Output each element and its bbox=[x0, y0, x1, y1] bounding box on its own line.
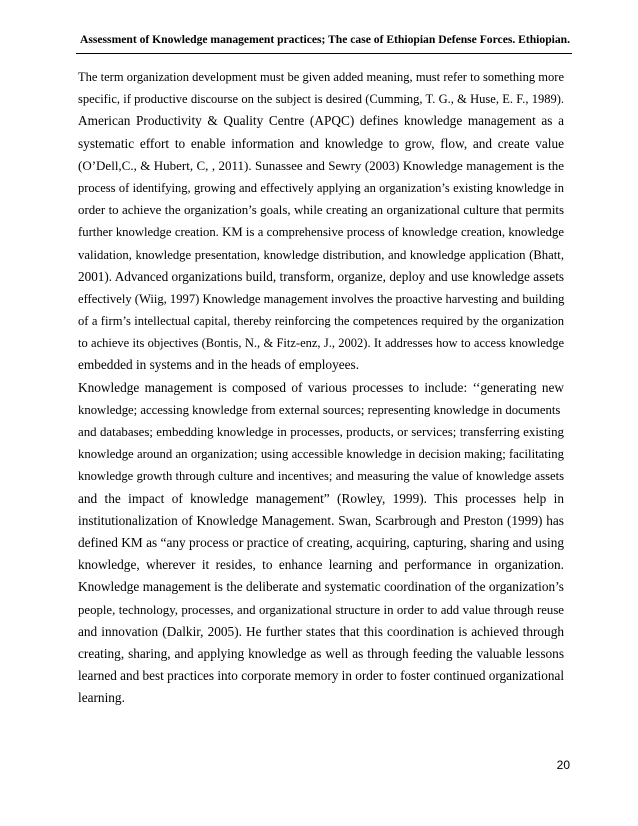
text-line: validation, knowledge presentation, knowledge distribution, and knowledge application (Bhatt, bbox=[78, 247, 564, 262]
header-divider bbox=[76, 53, 572, 54]
text-line: specific, if productive discourse on the subject is desired (Cumming, T. G., & Huse, E. F., 1989). bbox=[78, 92, 564, 107]
text-line: knowledge, wherever it resides, to enhance learning and performance in organization. bbox=[78, 557, 564, 573]
text-line: to achieve its objectives (Bontis, N., & Fitz-enz, J., 2002). It addresses how to access knowledge bbox=[78, 336, 564, 351]
text-line: systematic effort to enable information and knowledge to grow, flow, and create value bbox=[78, 135, 564, 151]
text-line: and the impact of knowledge management” (Rowley, 1999). This processes help in bbox=[78, 490, 564, 506]
text-line: learning. bbox=[78, 690, 125, 706]
text-line: Knowledge management is the deliberate and systematic coordination of the organization’s bbox=[78, 579, 564, 595]
text-line: further knowledge creation. KM is a comprehensive process of knowledge creation, knowledge bbox=[78, 225, 564, 240]
page-number: 20 bbox=[556, 758, 570, 772]
text-line: 2001). Advanced organizations build, transform, organize, deploy and use knowledge assets bbox=[78, 268, 564, 284]
body-text bbox=[78, 66, 564, 709]
text-line: American Productivity & Quality Centre (APQC) defines knowledge management as a bbox=[78, 113, 564, 129]
text-line: knowledge around an organization; using accessible knowledge in decision making; facilitating bbox=[78, 447, 564, 462]
text-line: (O’Dell,C., & Hubert, C, , 2011). Sunassee and Sewry (2003) Knowledge management is the bbox=[78, 157, 564, 173]
text-line: people, technology, processes, and organizational structure in order to add value through reuse bbox=[78, 602, 564, 617]
text-line: process of identifying, growing and effectively applying an organization’s existing knowledge in bbox=[78, 180, 564, 195]
text-line: effectively (Wiig, 1997) Knowledge management involves the proactive harvesting and building bbox=[78, 291, 565, 306]
text-line: creating, sharing, and applying knowledge as well as through feeding the valuable lessons bbox=[78, 645, 564, 661]
text-line: defined KM as “any process or practice of creating, acquiring, capturing, sharing and using bbox=[78, 534, 564, 550]
text-line: knowledge; accessing knowledge from external sources; representing knowledge in documents bbox=[78, 402, 561, 417]
text-line: learned and best practices into corporate memory in order to foster continued organizational bbox=[78, 668, 564, 684]
running-header: Assessment of Knowledge management practices; The case of Ethiopian Defense Forces. Ethiopian. bbox=[80, 33, 571, 46]
text-line: knowledge growth through culture and incentives; and measuring the value of knowledge assets bbox=[78, 469, 564, 484]
text-line: order to achieve the organization’s goals, while creating an organizational culture that permits bbox=[78, 203, 564, 218]
text-line: The term organization development must be given added meaning, must refer to something more bbox=[78, 70, 564, 84]
text-line: of a firm’s intellectual capital, thereby reinforcing the competences required by the organization bbox=[78, 314, 564, 329]
text-line: and databases; embedding knowledge in processes, products, or services; transferring existing bbox=[78, 425, 564, 439]
text-line: and innovation (Dalkir, 2005). He further states that this coordination is achieved through bbox=[78, 623, 564, 639]
text-line: embedded in systems and in the heads of employees. bbox=[78, 357, 360, 373]
text-line: institutionalization of Knowledge Management. Swan, Scarbrough and Preston (1999) has bbox=[78, 512, 564, 528]
text-line: Knowledge management is composed of various processes to include: ‘‘generating new bbox=[78, 379, 564, 395]
